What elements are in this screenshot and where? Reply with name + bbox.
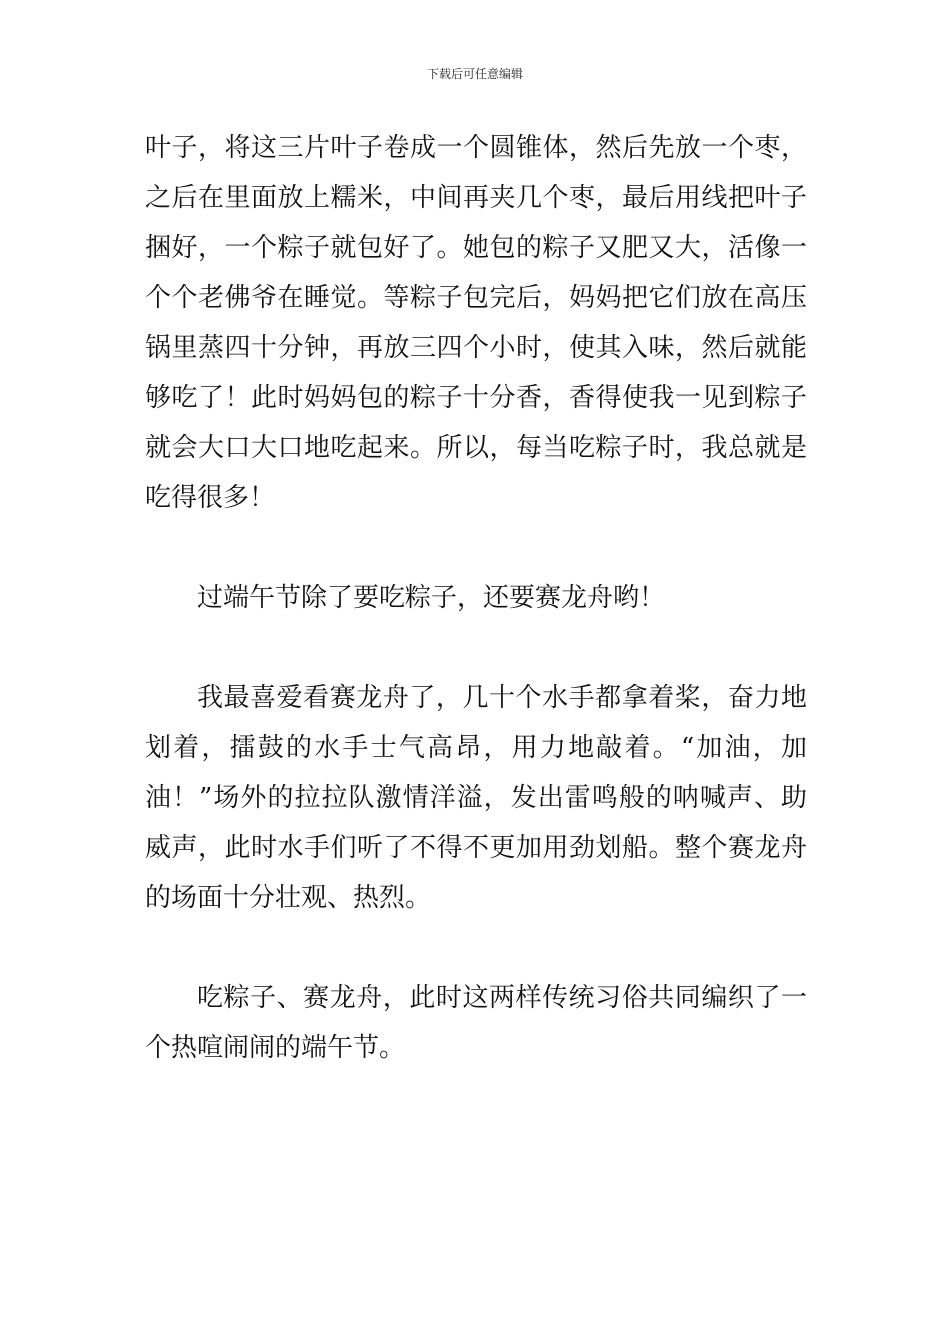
page-header: 下载后可任意编辑 <box>426 67 523 81</box>
paragraph-1: 叶子，将这三片叶子卷成一个圆锥体，然后先放一个枣，之后在里面放上糯米，中间再夹几个枣，最后用线把叶子捆好，一个粽子就包好了。她包的粽子又肥又大，活像一个个老佛爷在睡觉。等粽子包完后，妈妈把它们放在高压锅里蒸四十分钟，再放三四个小时，使其入味，然后就能够吃了！此时妈妈包的粽子十分香，香得使我一见到粽子就会大口大口地吃起来。所以，每当吃粽子时，我总就是吃得很多！ <box>145 133 807 513</box>
paragraph-4: 吃粽子、赛龙舟，此时这两样传统习俗共同编织了一个热喧闹闹的端午节。 <box>145 983 807 1063</box>
document-body <box>145 123 807 1073</box>
paragraph-2: 过端午节除了要吃粽子，还要赛龙舟哟！ <box>197 583 666 613</box>
paragraph-3: 我最喜爱看赛龙舟了，几十个水手都拿着桨，奋力地划着，擂鼓的水手士气高昂，用力地敲着。“加油，加油！”场外的拉拉队激情洋溢，发出雷鸣般的呐喊声、助威声，此时水手们听了不得不更加用劲划船。整个赛龙舟的场面十分壮观、热烈。 <box>145 683 807 913</box>
